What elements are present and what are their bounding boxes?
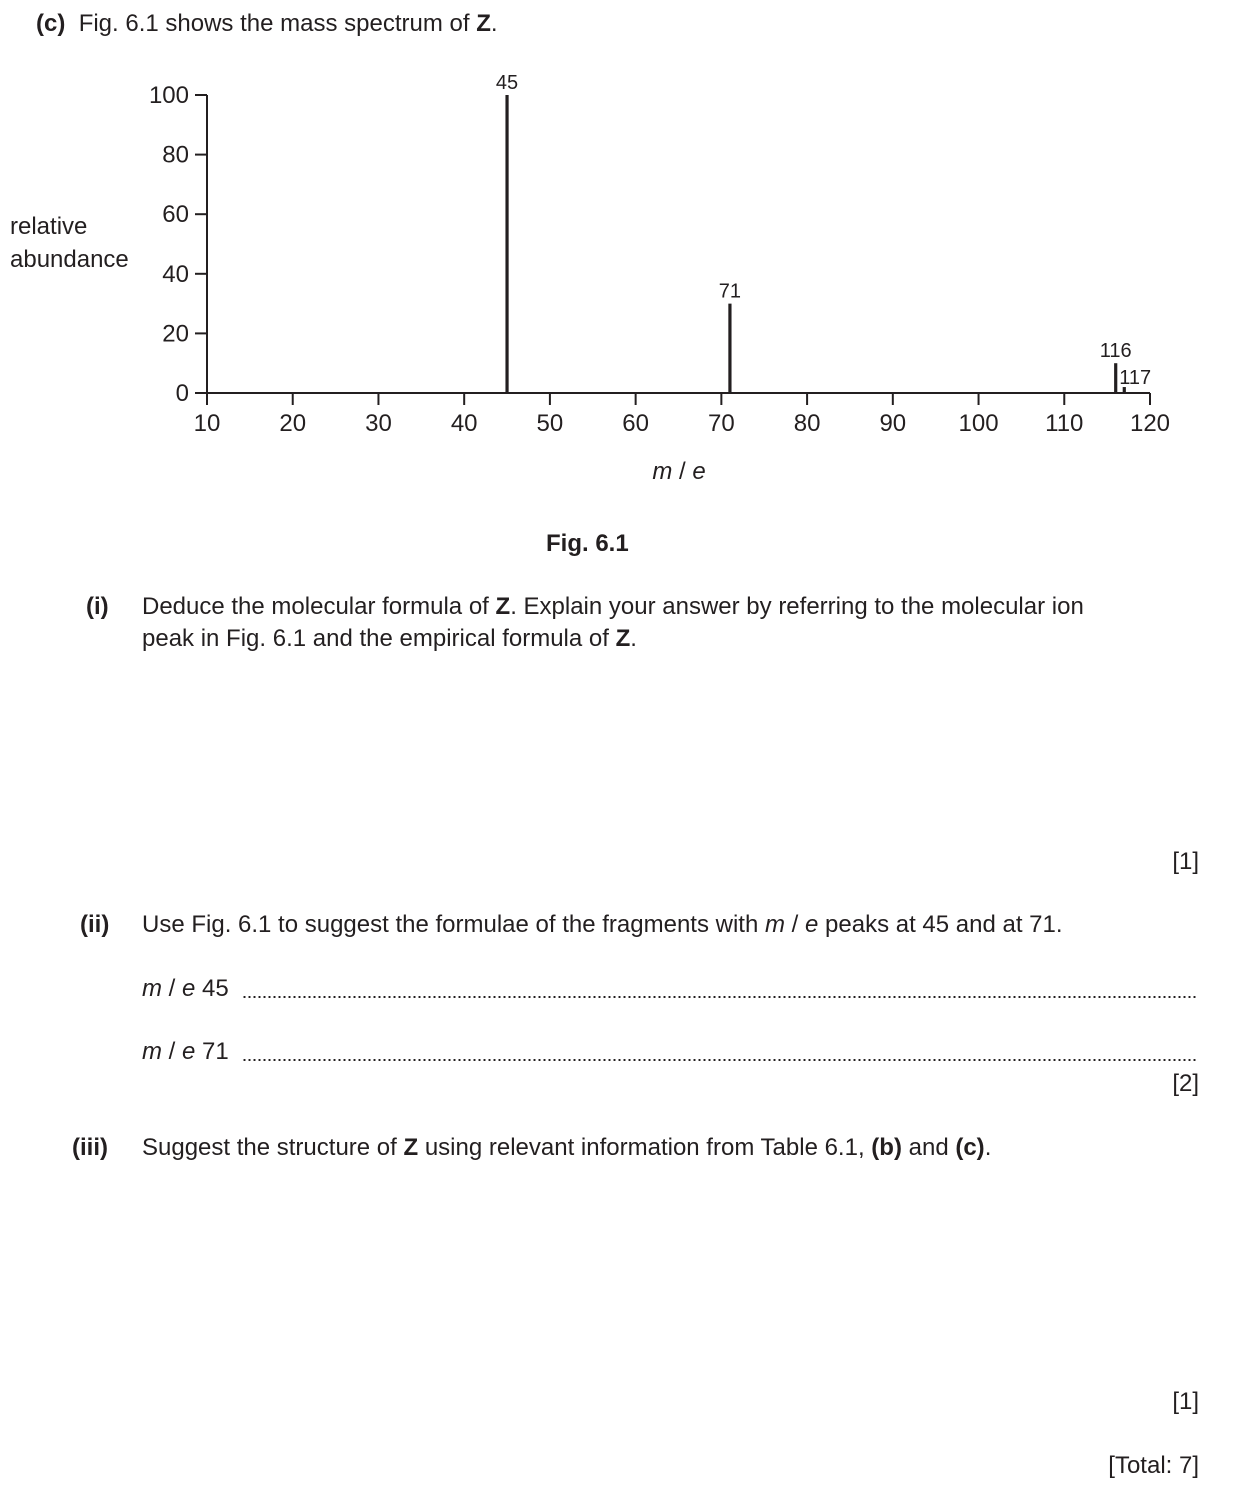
- q-iii-label: (iii): [72, 1134, 108, 1161]
- y-ticks: [149, 82, 207, 407]
- q-i-line1: Deduce the molecular formula of Z. Explain your answer by referring to the molecular ion: [142, 593, 1084, 620]
- y-axis-label-line2: abundance: [10, 246, 129, 273]
- q-ii-text: Use Fig. 6.1 to suggest the formulae of the fragments with m / e peaks at 45 and at 71.: [142, 911, 1063, 938]
- peak-label-117: 117: [1119, 367, 1152, 390]
- answer-label-45: m / e 45: [142, 975, 229, 1002]
- q-i-line2: peak in Fig. 6.1 and the empirical formula of Z.: [142, 625, 637, 652]
- y-axis-label-line1: relative: [10, 213, 88, 240]
- part-c-period: .: [490, 10, 498, 37]
- answer-line-71[interactable]: [242, 1059, 1197, 1061]
- q-ii-marks: [2]: [1172, 1070, 1199, 1097]
- x-tick-label-90: 90: [879, 410, 907, 437]
- x-tick-label-50: 50: [536, 410, 564, 437]
- q-i-label: (i): [86, 593, 109, 620]
- q-i-marks: [1]: [1172, 848, 1199, 875]
- part-c-label: (c): [36, 10, 66, 37]
- x-tick-label-120: 120: [1129, 410, 1171, 437]
- answer-line-45[interactable]: [242, 996, 1197, 998]
- x-tick-label-30: 30: [365, 410, 392, 437]
- mass-spectrum-chart: [0, 60, 1245, 500]
- x-ticks: [194, 393, 1170, 437]
- y-tick-label-40: 40: [162, 260, 189, 288]
- x-tick-label-40: 40: [450, 410, 478, 437]
- peak-label-45: 45: [495, 72, 519, 94]
- peaks: [496, 72, 1151, 393]
- x-axis-label: m / e: [652, 458, 706, 485]
- y-tick-label-60: 60: [162, 201, 189, 229]
- q-iii-text: Suggest the structure of Z using relevant information from Table 6.1, (b) and (c).: [142, 1134, 992, 1161]
- x-tick-label-60: 60: [622, 410, 649, 437]
- x-tick-label-10: 10: [193, 410, 221, 437]
- compound-z: Z: [476, 10, 491, 37]
- total-marks: [Total: 7]: [1108, 1452, 1199, 1479]
- q-ii-label: (ii): [80, 911, 110, 938]
- x-tick-label-80: 80: [793, 410, 821, 437]
- peak-label-71: 71: [718, 280, 742, 303]
- x-tick-label-100: 100: [958, 410, 999, 437]
- x-tick-label-20: 20: [279, 410, 307, 437]
- x-tick-label-70: 70: [708, 410, 735, 437]
- y-tick-label-0: 0: [175, 380, 189, 407]
- q-iii-marks: [1]: [1172, 1388, 1199, 1415]
- y-tick-label-20: 20: [162, 320, 189, 348]
- part-c-intro: [36, 8, 498, 40]
- part-c-text: Fig. 6.1 shows the mass spectrum of: [78, 10, 477, 37]
- figure-caption: Fig. 6.1: [546, 530, 629, 557]
- chart-axes: [207, 95, 1150, 394]
- x-tick-label-110: 110: [1045, 410, 1084, 437]
- peak-label-116: 116: [1099, 340, 1132, 363]
- answer-label-71: m / e 71: [142, 1038, 229, 1065]
- y-tick-label-80: 80: [162, 141, 189, 169]
- y-tick-label-100: 100: [148, 82, 189, 109]
